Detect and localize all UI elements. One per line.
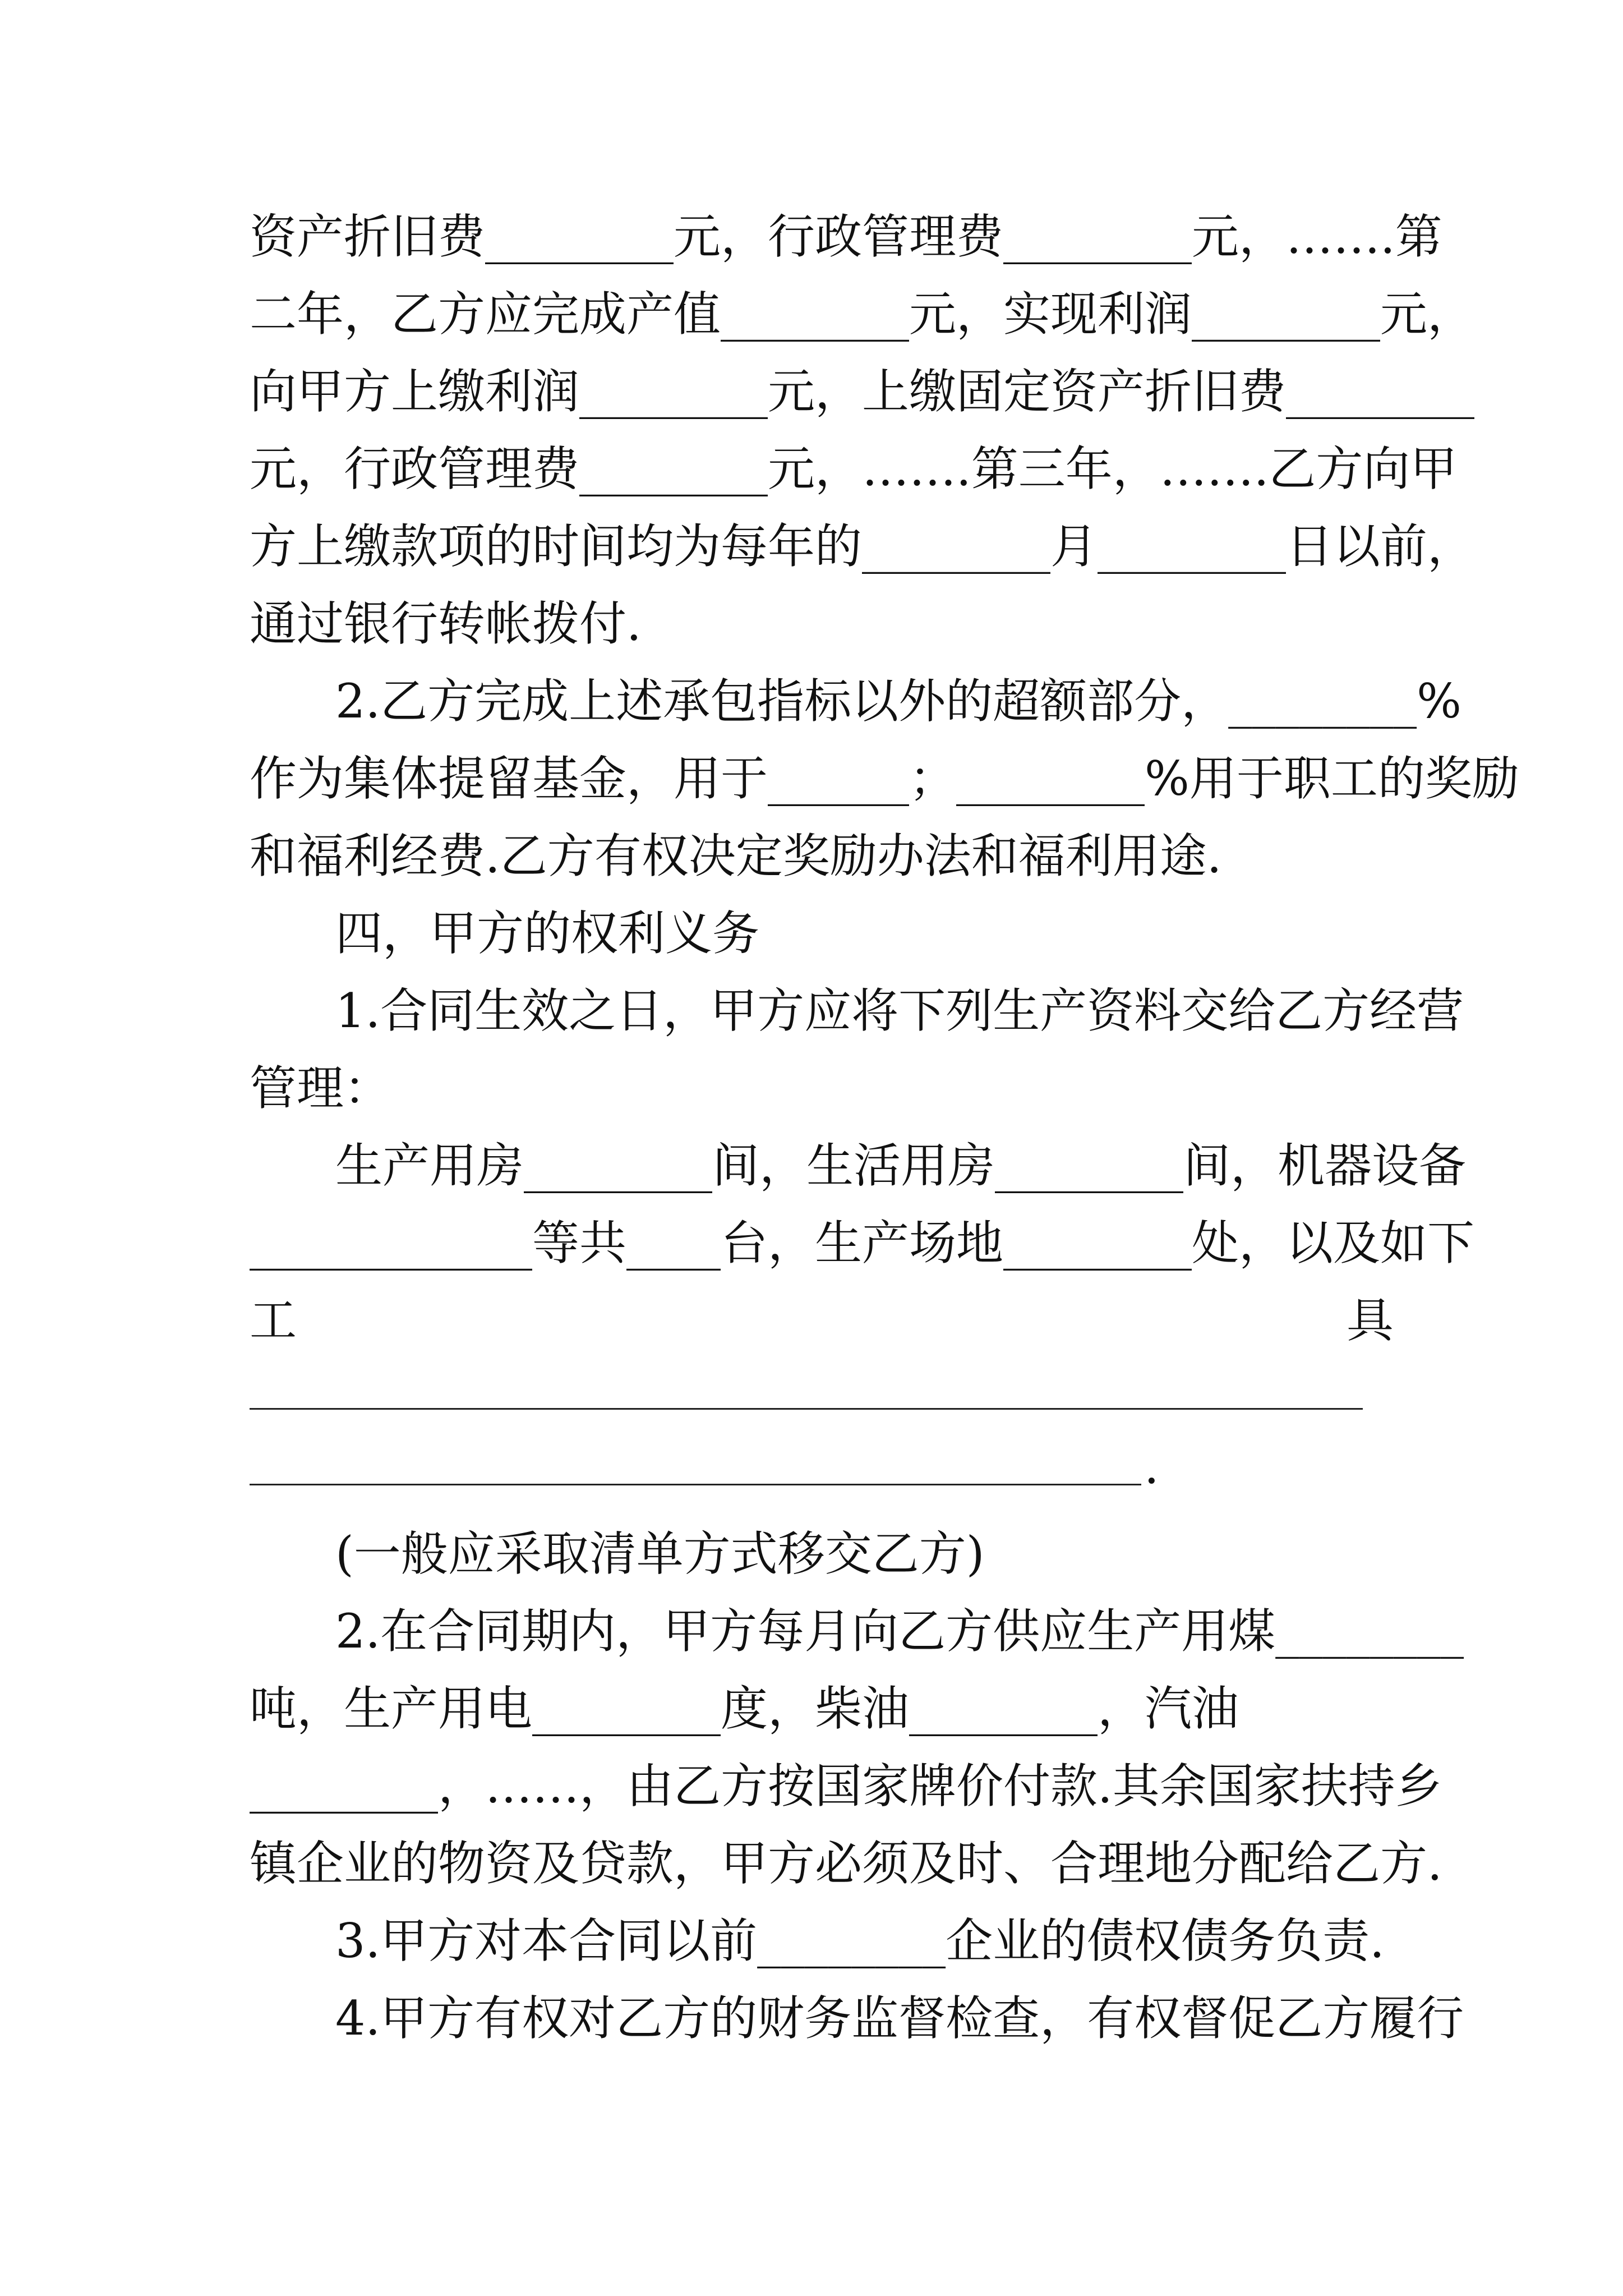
paragraph-line: 二年，乙方应完成产值________元，实现利润________元，: [250, 287, 1475, 342]
paragraph-line: 向甲方上缴利润________元，上缴固定资产折旧费________: [250, 364, 1475, 419]
tools-line-left: 工: [250, 1293, 297, 1348]
paragraph-line: 2.在合同期内，甲方每月向乙方供应生产用煤________: [335, 1604, 1464, 1659]
paragraph-line: 2.乙方完成上述承包指标以外的超额部分，________%: [335, 674, 1461, 729]
paragraph-note: (一般应采取清单方式移交乙方): [335, 1526, 985, 1581]
paragraph-line: 3.甲方对本合同以前________企业的债权债务负责.: [335, 1913, 1385, 1968]
fill-blank-rule: [250, 1408, 1363, 1410]
paragraph-line: 和福利经费.乙方有权决定奖励办法和福利用途.: [250, 829, 1222, 884]
paragraph-line: 镇企业的物资及贷款，甲方必须及时、合理地分配给乙方.: [250, 1836, 1442, 1891]
paragraph-line: 元，行政管理费________元，…….第三年，…….乙方向甲: [250, 441, 1458, 496]
paragraph-line: 生产用房________间，生活用房________间，机器设备: [335, 1138, 1467, 1193]
tools-line: [250, 1292, 1394, 1349]
paragraph-line: 1.合同生效之日，甲方应将下列生产资料交给乙方经营: [335, 983, 1464, 1038]
paragraph-line: 作为集体提留基金，用于______；________%用于职工的奖励: [250, 751, 1519, 806]
paragraph-line: 通过银行转帐拨付.: [250, 596, 642, 651]
paragraph-line: 吨，生产用电________度，柴油________，汽油: [250, 1681, 1239, 1736]
paragraph-line: 4.甲方有权对乙方的财务监督检查，有权督促乙方履行: [335, 1991, 1464, 2046]
tools-line-right: 具: [1346, 1293, 1394, 1348]
paragraph-line: ____________等共____台，生产场地________处，以及如下: [250, 1216, 1475, 1271]
paragraph-line: 方上缴款项的时间均为每年的________月________日以前，: [250, 519, 1475, 574]
fill-blank-rule: [250, 1484, 1141, 1485]
blank-end-period: .: [1144, 1439, 1159, 1494]
paragraph-line: 资产折旧费________元，行政管理费________元，…….第: [250, 209, 1442, 264]
section-heading: 四，甲方的权利义务: [335, 906, 760, 961]
paragraph-line: 管理：: [250, 1061, 391, 1116]
paragraph-line: ________，……，由乙方按国家牌价付款.其余国家扶持乡: [250, 1759, 1442, 1814]
